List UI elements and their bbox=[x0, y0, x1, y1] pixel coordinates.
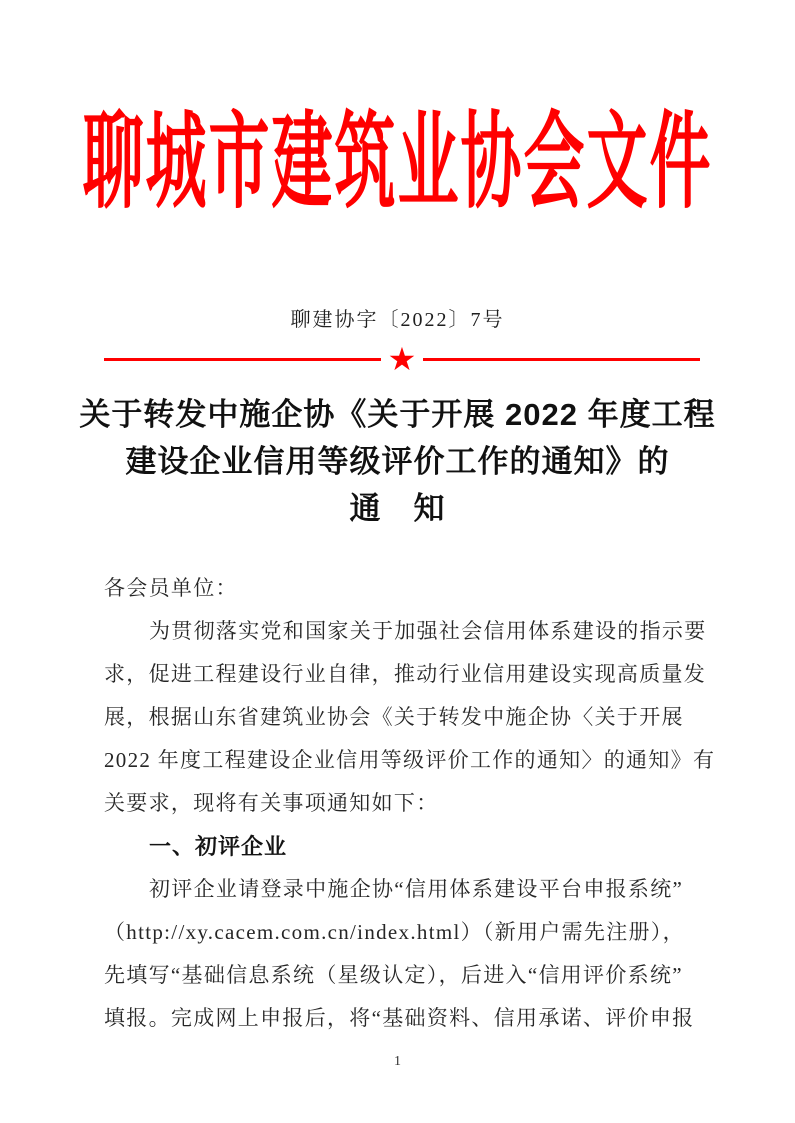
body-line: 为贯彻落实党和国家关于加强社会信用体系建设的指示要 bbox=[149, 619, 707, 643]
body-line: 关要求，现将有关事项通知如下： bbox=[104, 791, 439, 815]
body-line: 初评企业请登录中施企协“信用体系建设平台申报系统” bbox=[149, 877, 684, 901]
masthead-title: 聊城市建筑业协会文件 bbox=[82, 106, 713, 223]
body-line: 求，促进工程建设行业自律，推动行业信用建设实现高质量发 bbox=[104, 662, 707, 686]
body-line: 先填写“基础信息系统（星级认定），后进入“信用评价系统” bbox=[104, 963, 683, 987]
divider-line-right bbox=[423, 358, 700, 361]
body-text bbox=[104, 567, 716, 1040]
body-line: 2022 年度工程建设企业信用等级评价工作的通知〉的通知》有 bbox=[104, 748, 716, 772]
page-number: 1 bbox=[394, 1054, 401, 1069]
notice-title bbox=[0, 391, 795, 532]
notice-title-line-1: 关于转发中施企协《关于开展 2022 年度工程 bbox=[79, 397, 716, 432]
notice-title-line-3: 通 知 bbox=[349, 491, 446, 526]
notice-title-line-2: 建设企业信用等级评价工作的通知》的 bbox=[125, 444, 670, 479]
body-line-url: （http://xy.cacem.com.cn/index.html）（新用户需先注册）， bbox=[104, 920, 685, 944]
star-icon: ★ bbox=[387, 341, 417, 377]
red-divider bbox=[104, 342, 700, 376]
body-line-salutation: 各会员单位： bbox=[104, 576, 238, 600]
body-line: 展，根据山东省建筑业协会《关于转发中施企协〈关于开展 bbox=[104, 705, 684, 729]
body-line: 填报。完成网上申报后，将“基础资料、信用承诺、评价申报 bbox=[104, 1006, 695, 1030]
masthead bbox=[0, 106, 795, 223]
document-number: 聊建协字〔2022〕7号 bbox=[290, 309, 505, 331]
divider-line-left bbox=[104, 358, 381, 361]
section-heading: 一、初评企业 bbox=[149, 834, 288, 859]
